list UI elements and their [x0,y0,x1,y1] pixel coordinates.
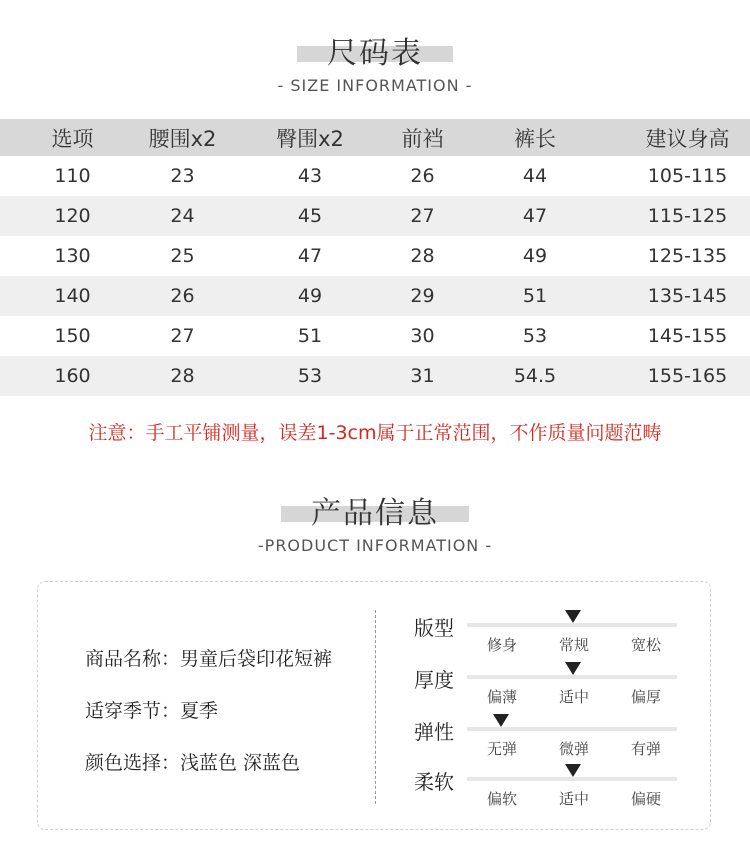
table-cell: 51 [297,325,323,347]
table-cell: 105-115 [647,165,728,187]
product-name: 商品名称：男童后袋印花短裤 [85,648,333,670]
size-section-header [0,28,750,95]
header-cell: 前裆 [401,126,444,151]
table-cell: 125-135 [647,245,728,267]
scale-option: 适中 [558,790,589,808]
header-cell: 臀围x2 [276,126,344,151]
scale-option: 微弹 [558,740,589,758]
table-cell: 47 [522,205,548,227]
table-header-row [0,119,750,156]
table-row [0,316,750,356]
size-title-wrap [327,28,423,72]
header-cell: 裤长 [514,126,556,151]
table-cell: 150 [54,325,91,347]
product-colors: 颜色选择：浅蓝色 深蓝色 [85,752,301,774]
scale-marker-icon [493,714,509,727]
scale-option: 常规 [558,636,589,654]
scale-marker-icon [565,610,581,623]
scale-option: 宽松 [630,636,661,654]
product-subtitle: -PRODUCT INFORMATION - [257,536,493,555]
size-title: 尺码表 [327,36,423,71]
measurement-note: 注意：手工平铺测量，误差1-3cm属于正常范围，不作质量问题范畴 [88,422,662,444]
table-cell: 53 [522,325,548,347]
scale-option: 偏软 [486,790,517,808]
scale-option: 偏薄 [486,688,517,706]
table-cell: 155-165 [647,365,728,387]
card-divider [375,610,376,804]
table-cell: 47 [297,245,323,267]
header-cell: 选项 [51,126,94,151]
header-cell: 建议身高 [645,126,730,151]
table-cell: 54.5 [513,365,557,387]
table-cell: 145-155 [647,325,728,347]
table-cell: 26 [410,165,435,187]
attribute-label: 版型 [414,616,454,640]
table-cell: 115-125 [647,205,728,227]
table-cell: 140 [54,285,91,307]
attribute-label: 柔软 [414,770,454,794]
table-row [0,356,750,396]
table-cell: 44 [522,165,548,187]
attribute-label: 厚度 [414,668,454,692]
product-title-wrap [311,488,439,532]
header-cell: 腰围x2 [148,126,217,151]
product-season: 适穿季节：夏季 [85,700,219,722]
table-row [0,156,750,196]
table-cell: 28 [170,365,195,387]
table-cell: 135-145 [647,285,728,307]
table-cell: 51 [522,285,548,307]
table-cell: 49 [522,245,548,267]
table-body [0,156,750,396]
table-row [0,236,750,276]
table-cell: 28 [410,245,435,267]
table-cell: 26 [170,285,195,307]
attribute-label: 弹性 [414,720,454,744]
product-info-card [37,581,711,830]
size-table [0,119,750,396]
table-cell: 31 [410,365,435,387]
scale-track [467,623,677,627]
scale-marker-icon [565,662,581,675]
product-title: 产品信息 [311,496,439,531]
table-cell: 27 [170,325,195,347]
scale-track [467,675,677,679]
scale-option: 无弹 [486,740,517,758]
table-cell: 30 [410,325,435,347]
scale-track [467,777,677,781]
table-cell: 25 [170,245,195,267]
scale-option: 偏硬 [630,790,661,808]
table-row [0,276,750,316]
table-cell: 53 [297,365,323,387]
table-cell: 160 [54,365,91,387]
table-cell: 130 [54,245,91,267]
table-cell: 49 [297,285,323,307]
table-row [0,196,750,236]
scale-track [467,727,677,731]
scale-option: 有弹 [630,740,661,758]
table-cell: 23 [170,165,195,187]
scale-option: 修身 [486,636,517,654]
table-cell: 110 [54,165,91,187]
table-cell: 29 [410,285,435,307]
size-subtitle: - SIZE INFORMATION - [277,76,473,95]
table-cell: 45 [297,205,323,227]
table-cell: 27 [410,205,435,227]
scale-option: 偏厚 [630,688,661,706]
table-cell: 43 [297,165,323,187]
product-section-header [0,488,750,555]
table-cell: 24 [170,205,195,227]
table-cell: 120 [54,205,91,227]
scale-option: 适中 [558,688,589,706]
scale-marker-icon [565,764,581,777]
